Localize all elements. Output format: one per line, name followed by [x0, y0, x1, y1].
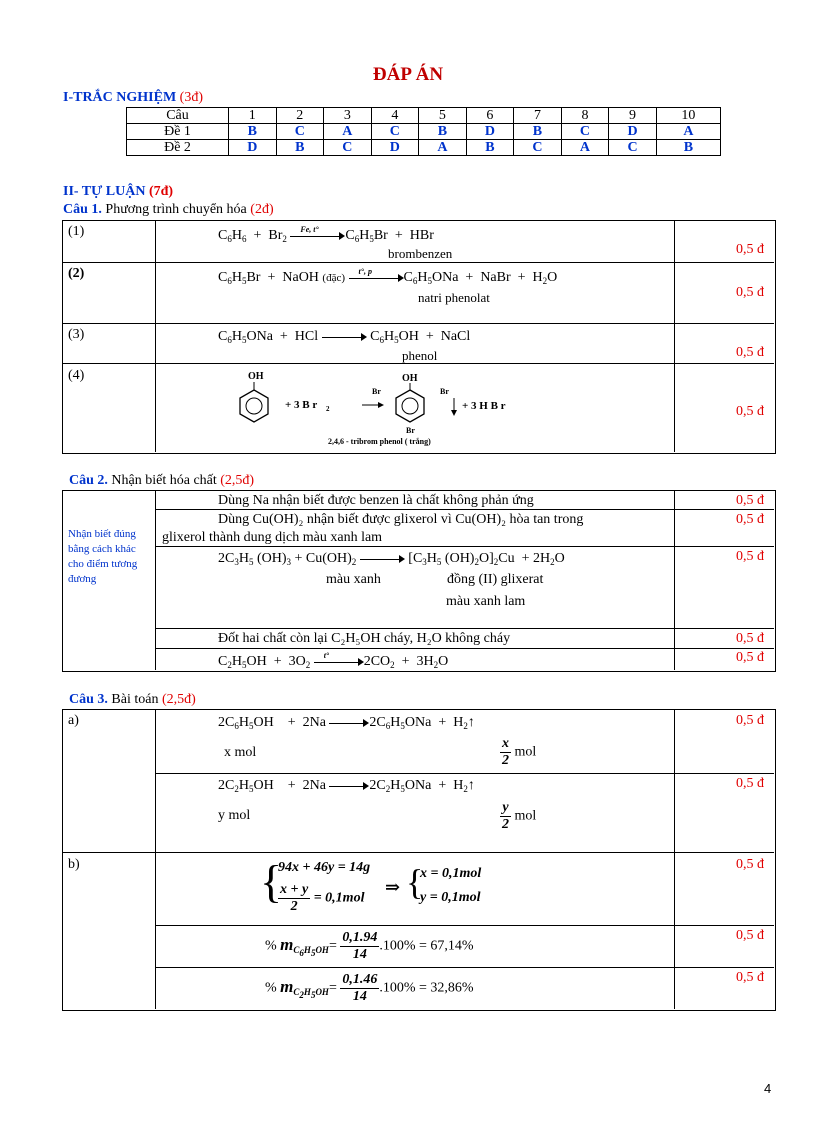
row-number: (4) [68, 368, 85, 383]
part-label: b) [68, 857, 80, 872]
table-header-row: Câu 1 2 3 4 5 6 7 8 9 10 [127, 108, 721, 124]
oh-label: OH [248, 371, 264, 382]
part-label: a) [68, 713, 79, 728]
section-2-heading: II- TỰ LUẬN (7đ) [63, 184, 174, 199]
equation-2: $C_6H_5Br$ + NaOH (đặc) t°, p $C_6H_5ONa$ + NaBr + $H_2O$ [218, 266, 558, 286]
section-1-heading: I-TRẮC NGHIỆM (3đ) [63, 90, 203, 105]
row-number: (1) [68, 224, 85, 239]
percent-ethanol: % $m_{C_2H_5OH}=$ $\frac{0,1.46}{14}$ .100% = 32,86% [265, 972, 474, 1004]
points-label: 0,5 đ [736, 928, 764, 943]
equation-ethanol-na: $2C_2H_5OH$ + 2Na $2C_2H_5ONa$ + $H_2↑$ [218, 778, 475, 794]
points-label: 0,5 đ [736, 857, 764, 872]
equation-1: $C_6H_6 + Br_2$ Fe, t° $C_6H_5Br$ + HBr [218, 224, 434, 244]
points-label: 0,5 đ [736, 493, 764, 508]
phenol-bromination-diagram [230, 368, 540, 440]
points-label: 0,5 đ [736, 650, 764, 665]
page-title: ĐÁP ÁN [372, 64, 444, 85]
equation-3: $C_6H_5ONa$ + HCl $C_6H_5OH$ + NaCl [218, 329, 471, 345]
points-label: 0,5 đ [736, 549, 764, 564]
side-note: Nhận biết đúng bằng cách khác cho điểm tương đương [68, 528, 138, 585]
points-label: 0,5 đ [736, 242, 764, 257]
svg-text:2: 2 [326, 405, 330, 413]
equation-glixerol: $2C_3H_5$ $(OH)_3 + Cu(OH)_2$ [$C_3H_5$ $(OH)_2O]_2Cu + 2H_2O$ [218, 551, 565, 567]
product-name: brombenzen [388, 246, 453, 261]
product-name: 2,4,6 - tribrom phenol ( trắng) [328, 437, 431, 446]
question-2-heading: Câu 2. Nhận biết hóa chất (2,5đ) [69, 473, 255, 488]
row-number: (3) [68, 327, 85, 342]
question-3-heading: Câu 3. Bài toán (2,5đ) [69, 692, 196, 707]
row-number: (2) [68, 266, 85, 281]
q2-text: Đốt hai chất còn lại C₂H₅OH cháy, H₂O không cháy [218, 631, 511, 646]
product-name: natri phenolat [418, 290, 490, 305]
points-label: 0,5 đ [736, 404, 764, 419]
points-label: 0,5 đ [736, 345, 764, 360]
q2-text: Dùng Na nhận biết được benzen là chất không phản ứng [218, 493, 534, 508]
table-row: Đề 2 D B C D A B C A C B [127, 140, 721, 156]
q2-text: glixerol thành dung dịch màu xanh lam [162, 530, 383, 545]
svg-text:Br: Br [440, 387, 449, 396]
svg-text:+ 3 B r: + 3 B r [285, 399, 318, 411]
svg-text:Br: Br [406, 426, 415, 435]
answer-table [126, 107, 721, 156]
points-label: 0,5 đ [736, 970, 764, 985]
svg-text:OH: OH [402, 373, 418, 384]
points-label: 0,5 đ [736, 713, 764, 728]
svg-text:+ 3 H B r: + 3 H B r [462, 400, 506, 412]
product-name: phenol [402, 348, 438, 363]
mol-label: y mol [218, 808, 251, 823]
q2-text: Dùng Cu(OH)₂ nhận biết được glixerol vì Cu(OH)₂ hòa tan trong [218, 512, 584, 527]
points-label: 0,5 đ [736, 776, 764, 791]
equation-phenol-na: $2C_6H_5OH$ + 2Na $2C_6H_5ONa$ + $H_2↑$ [218, 715, 475, 731]
table-row: Đề 1 B C A C B D B C D A [127, 124, 721, 140]
points-label: 0,5 đ [736, 285, 764, 300]
page-number: 4 [764, 1081, 772, 1096]
percent-phenol: % $m_{C_6H_5OH}=$ $\frac{0,1.94}{14}$ .100% = 67,14% [265, 930, 474, 962]
equation-combustion: $C_2H_5OH + 3O_2$ t° $2CO_2 + 3H_2O$ [218, 650, 449, 670]
q2-text: đồng (II) glixerat [447, 572, 544, 587]
points-label: 0,5 đ [736, 631, 764, 646]
q2-text: màu xanh lam [446, 594, 526, 609]
q2-text: màu xanh [326, 572, 381, 587]
svg-text:Br: Br [372, 387, 381, 396]
question-1-heading: Câu 1. Phương trình chuyển hóa (2đ) [63, 202, 274, 217]
mol-label: x mol [224, 745, 257, 760]
half-x-fraction: $\frac{x}{2}$ mol [502, 736, 537, 768]
points-label: 0,5 đ [736, 512, 764, 527]
half-y-fraction: $\frac{y}{2}$ mol [502, 800, 537, 832]
